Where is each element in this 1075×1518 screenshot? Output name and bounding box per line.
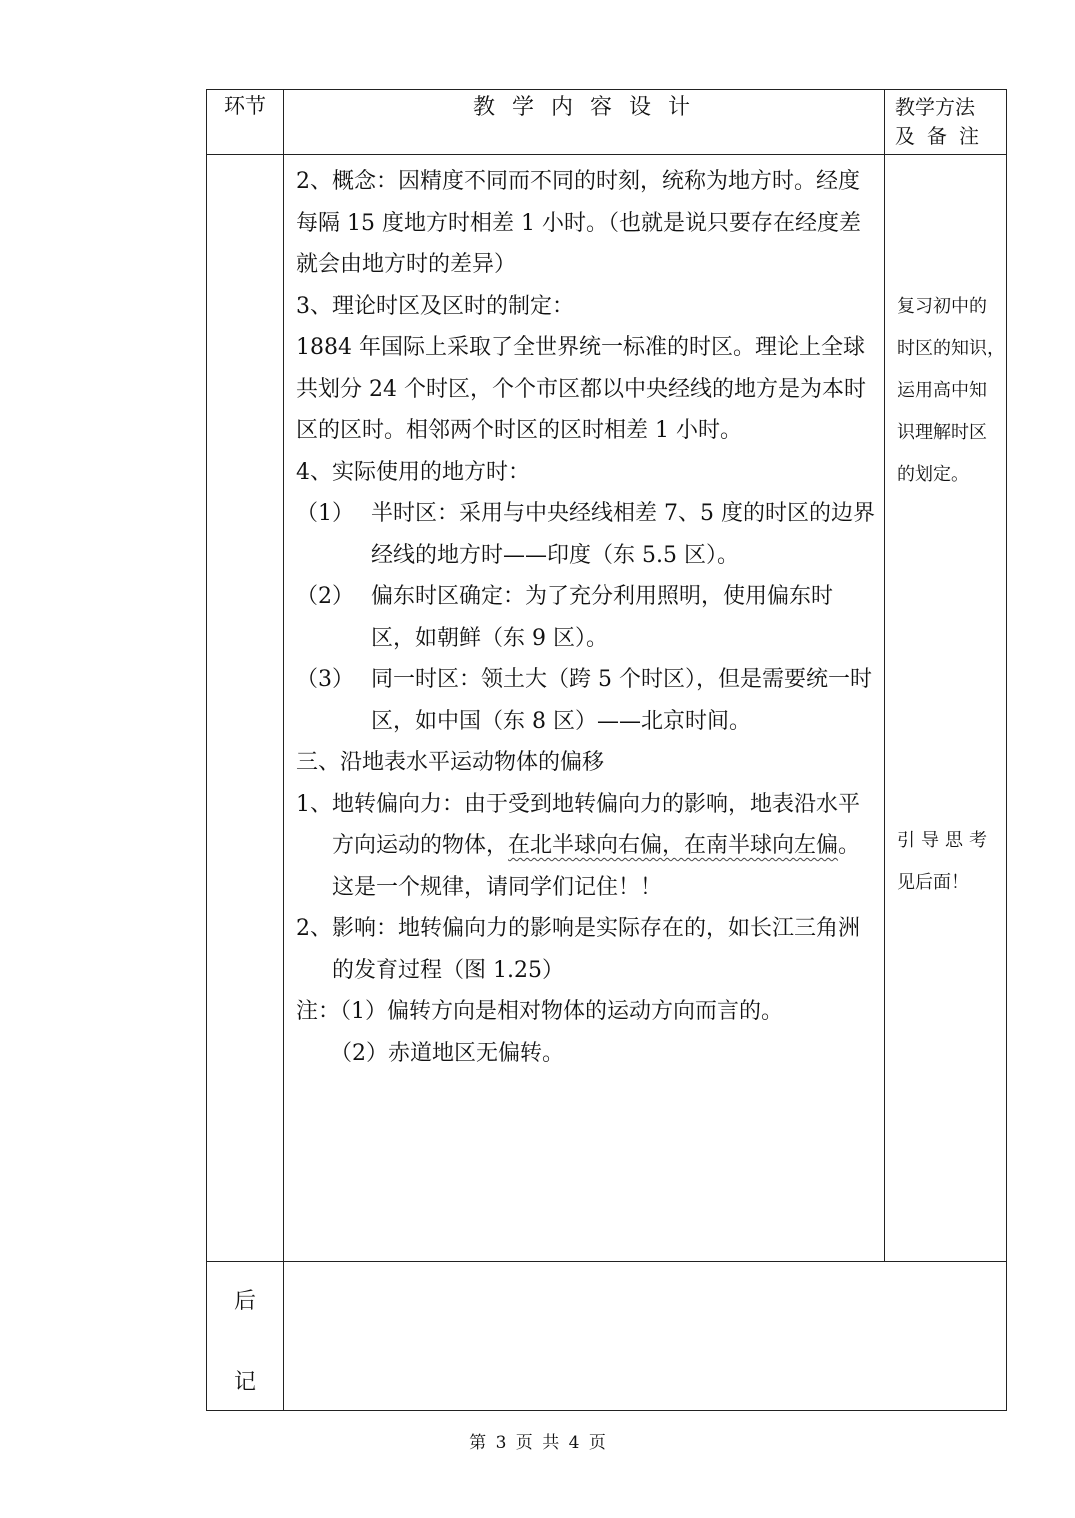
stage-cell [207,155,284,1262]
lesson-plan-table [206,89,1007,1411]
header-method-notes [885,90,1007,155]
list-item [296,493,876,576]
page-number: 第 3 页 共 4 页 [469,1433,606,1453]
note-line: 复习初中的 [897,296,987,317]
note-line: 运用高中知 [897,380,987,401]
coriolis-text-end: 。这是一个规律，请同学们记住！！ [332,833,861,900]
header-stage: 环节 [207,90,284,155]
note-line: 引导思考 [897,830,993,851]
list-item-number: （1） [296,501,354,526]
local-time-heading: 4、实际使用的地方时： [296,459,530,485]
list-item-text: 偏东时区确定：为了充分利用照明，使用偏东时区，如朝鲜（东 9 区）。 [371,584,834,651]
note-line: 见后面！ [897,872,969,893]
method-notes-cell [885,155,1007,1262]
postscript-char: 记 [233,1370,256,1395]
content-cell [284,155,885,1262]
guide-note [897,820,1006,904]
note-line: 时区的知识， [897,338,1005,359]
header-notes: 及备注 [895,124,991,148]
note-line: 的划定。 [897,464,969,485]
review-note [897,286,1006,496]
body-row [207,155,1007,1262]
list-item-text: 半时区：采用与中央经线相差 7、5 度的时区的边界经线的地方时——印度（东 5.5 区）。 [371,501,875,568]
coriolis-underlined-text: 在北半球向右偏，在南半球向左偏 [508,833,839,858]
time-zone-heading: 3、理论时区及区时的制定： [296,293,574,319]
postscript-row [207,1262,1007,1411]
list-item [296,576,876,659]
section-three-heading: 三、沿地表水平运动物体的偏移 [296,750,605,775]
postscript-content [284,1262,1007,1411]
time-zone-paragraph: 1884 年国际上采取了全世界统一标准的时区。理论上全球共划分 24 个时区，个个市区都以中央经线的地方是为本时区的区时。相邻两个时区的区时相差 1 小时。 [296,335,866,443]
coriolis-paragraph [296,784,876,909]
note-two: （2）赤道地区无偏转。 [330,1040,564,1066]
header-content-design: 教学内容设计 [284,90,885,155]
list-item [296,659,876,742]
header-method: 教学方法 [895,95,975,119]
postscript-char: 后 [233,1289,256,1314]
list-item-number: （3） [296,667,354,692]
list-item-number: （2） [296,584,354,609]
note-line: 识理解时区 [897,422,987,443]
header-row [207,90,1007,155]
postscript-label [207,1262,284,1411]
list-item-text: 同一时区：领土大（跨 5 个时区），但是需要统一时区，如中国（东 8 区）——北京时间。 [371,667,872,734]
concept-paragraph: 2、概念：因精度不同而不同的时刻，统称为地方时。经度每隔 15 度地方时相差 1 小时。（也就是说只要存在经度差就会由地方时的差异） [296,169,861,277]
coriolis-text: 1、地转偏向力：由于受到地转偏向力的影响，地表沿水平方向运动的物体， [296,791,860,858]
influence-paragraph: 2、影响：地转偏向力的影响是实际存在的，如长江三角洲的发育过程（图 1.25） [296,916,860,983]
note-one: 注：（1）偏转方向是相对物体的运动方向而言的。 [296,999,783,1024]
